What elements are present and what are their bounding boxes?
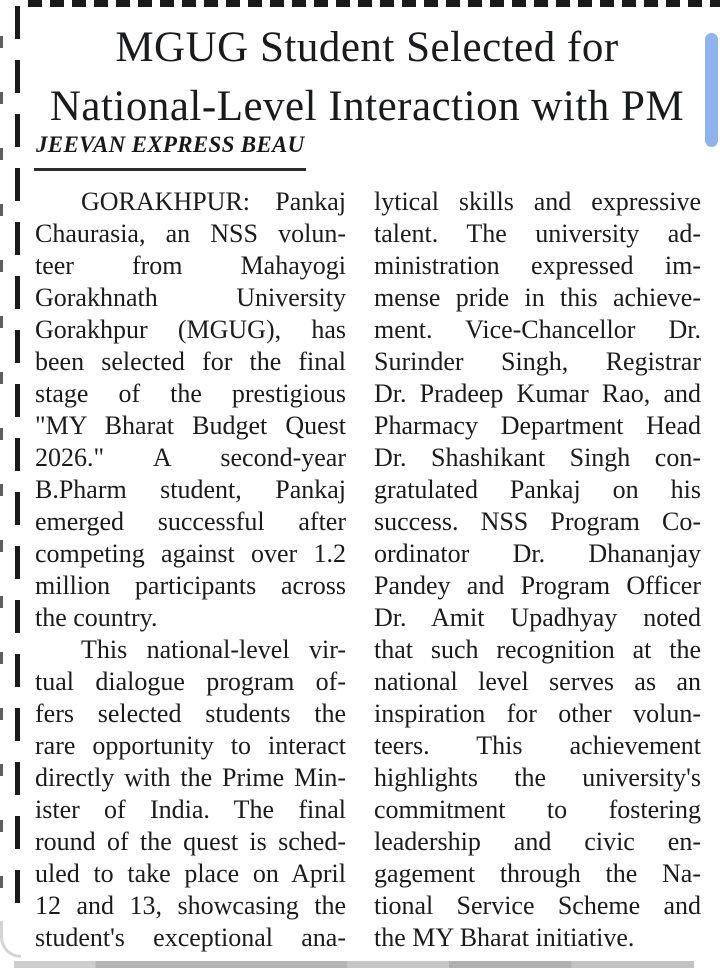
page-bottom-edge (14, 961, 694, 968)
article-line: gagement through the Na- (374, 859, 701, 888)
clipping-dashed-border-top (28, 0, 720, 7)
article-body (35, 186, 701, 954)
article-line: round of the quest is sched- (35, 827, 346, 856)
article-line: success. NSS Program Co- (374, 507, 701, 536)
article-line: been selected for the final (35, 347, 346, 376)
page-corner-curl (0, 921, 21, 958)
article-line: highlights the university's (374, 763, 701, 792)
article-line: ordinator Dr. Dhananjay (374, 539, 701, 568)
article-line: student's exceptional ana- (35, 923, 346, 952)
article-column-right (374, 186, 701, 954)
headline-line-2: National-Level Interaction with PM (49, 83, 685, 130)
article-line: mense pride in this achieve- (374, 283, 701, 312)
article-line: Pandey and Program Officer (374, 571, 701, 600)
article-line: emerged successful after (35, 507, 346, 536)
article-line: Dr. Shashikant Singh con- (374, 443, 701, 472)
article-line: national level serves as an (374, 667, 701, 696)
article-line: teers. This achievement (374, 731, 701, 760)
article-line: fers selected students the (35, 699, 346, 728)
byline: JEEVAN EXPRESS BEAU (36, 132, 305, 157)
article-line: that such recognition at the (374, 635, 701, 664)
article-line: tional Service Scheme and (374, 891, 701, 920)
article-line: directly with the Prime Min- (35, 763, 346, 792)
clipping-dashed-border-left (15, 6, 20, 930)
article-line: teer from Mahayogi (35, 251, 346, 280)
article-line: uled to take place on April (35, 859, 346, 888)
article-line: rare opportunity to interact (35, 731, 346, 760)
article-line: talent. The university ad- (374, 219, 701, 248)
article-line: million participants across (35, 571, 346, 600)
clipping-edge-ticks (0, 36, 3, 916)
article-line: the MY Bharat initiative. (374, 923, 635, 952)
article-line: Dr. Pradeep Kumar Rao, and (374, 379, 701, 408)
article-line: Pharmacy Department Head (374, 411, 701, 440)
article-line: Gorakhpur (MGUG), has (35, 315, 346, 344)
article-line: Chaurasia, an NSS volun- (35, 219, 346, 248)
article-line: stage of the prestigious (35, 379, 346, 408)
byline-underline (34, 168, 306, 171)
article-line: ment. Vice-Chancellor Dr. (374, 315, 701, 344)
headline-line-1: MGUG Student Selected for (115, 24, 619, 71)
article-line: This national-level vir- (81, 635, 346, 664)
article-line: 12 and 13, showcasing the (35, 891, 346, 920)
article-line: commitment to fostering (374, 795, 701, 824)
article-line: ministration expressed im- (374, 251, 701, 280)
article-line: Gorakhnath University (35, 283, 346, 312)
article-headline (30, 18, 704, 136)
article-line: ister of India. The final (35, 795, 346, 824)
article-line: B.Pharm student, Pankaj (35, 475, 346, 504)
article-line: Dr. Amit Upadhyay noted (374, 603, 701, 632)
article-line: Surinder Singh, Registrar (374, 347, 701, 376)
article-column-left (35, 186, 346, 954)
article-line: gratulated Pankaj on his (374, 475, 701, 504)
article-line: the country. (35, 603, 158, 632)
article-line: competing against over 1.2 (35, 539, 346, 568)
article-line: inspiration for other volun- (374, 699, 701, 728)
article-line: lytical skills and expressive (374, 187, 701, 216)
article-line: tual dialogue program of- (35, 667, 346, 696)
article-line: "MY Bharat Budget Quest (35, 411, 346, 440)
scrollbar-thumb[interactable] (705, 33, 718, 147)
article-line: leadership and civic en- (374, 827, 701, 856)
article-line: GORAKHPUR: Pankaj (81, 187, 346, 216)
article-line: 2026." A second-year (35, 443, 346, 472)
